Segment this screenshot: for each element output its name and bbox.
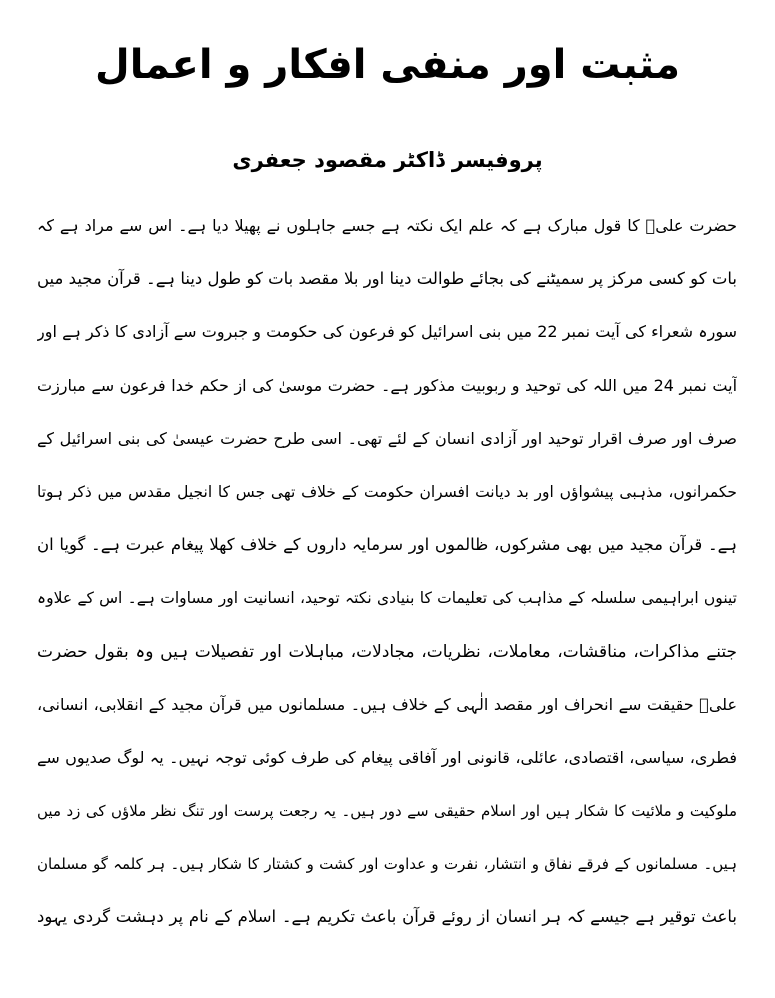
- body-line: علیؑ حقیقت سے انحراف اور مقصد الٰہی کے خلاف ہیں۔ مسلمانوں میں قرآن مجید کے انقلابی، انسانی،: [37, 694, 737, 714]
- body-line: جتنے مذاکرات، مناقشات، معاملات، نظریات، مجادلات، مباہلات اور تفصیلات ہیں وہ بقول حضرت: [37, 641, 737, 662]
- body-line: ہے۔ قرآن مجید میں بھی مشرکوں، ظالموں اور سرمایہ داروں کے خلاف کھلا پیغام عبرت ہے۔ گویا ان: [37, 535, 737, 555]
- body-line: فطری، سیاسی، اقتصادی، عائلی، قانونی اور آفاقی پیغام کی طرف کوئی توجہ نہیں۔ یہ لوگ صدیوں سے: [37, 747, 737, 767]
- body-line: ملوکیت و ملائیت کا شکار ہیں اور اسلام حقیقی سے دور ہیں۔ یہ رجعت پرست اور تنگ نظر ملاؤں کی زد میں: [37, 802, 737, 821]
- body-line: حضرت علیؑ کا قول مبارک ہے کہ علم ایک نکتہ ہے جسے جاہلوں نے پھیلا دیا ہے۔ اس سے مراد ہے کہ: [37, 216, 737, 235]
- body-line: صرف اور صرف اقرار توحید اور آزادی انسان کے لئے تھی۔ اسی طرح حضرت عیسیٰ کی بنی اسرائیل کے: [37, 428, 737, 448]
- article-title: مثبت اور منفی افکار و اعمال: [95, 42, 680, 88]
- body-line: بات کو کسی مرکز پر سمیٹنے کی بجائے طوالت دینا اور بلا مقصد بات کو طول دینا ہے۔ قرآن مجید میں: [37, 269, 737, 289]
- body-line: تینوں ابراہیمی سلسلہ کے مذاہب کی تعلیمات کا بنیادی نکتہ توحید، انسانیت اور مساوات ہے۔ اس کے علاوہ: [37, 589, 737, 608]
- author-byline: پروفیسر ڈاکٹر مقصود جعفری: [232, 148, 543, 172]
- body-line: باعث توقیر ہے جیسے کہ ہر انسان از روئے قرآن باعث تکریم ہے۔ اسلام کے نام پر دہشت گردی یہود: [37, 907, 737, 927]
- body-line: ہیں۔ مسلمانوں کے فرقے نفاق و انتشار، نفرت و عداوت اور کشت و کشتار کا شکار ہیں۔ ہر کلمہ گو مسلمان: [37, 855, 737, 874]
- body-line: آیت نمبر 24 میں اللہ کی توحید و ربوبیت مذکور ہے۔ حضرت موسیٰ کی از حکم خدا فرعون سے مبارزت: [37, 375, 737, 395]
- article-body: [37, 206, 737, 951]
- body-line: حکمرانوں، مذہبی پیشواؤں اور بد دیانت افسران حکومت کے خلاف تھی جس کا انجیل مقدس میں ذکر ہوتا: [37, 482, 737, 501]
- body-line: سورہ شعراء کی آیت نمبر 22 میں بنی اسرائیل کو فرعون کی حکومت و جبروت سے آزادی کا ذکر ہے اور: [37, 322, 737, 342]
